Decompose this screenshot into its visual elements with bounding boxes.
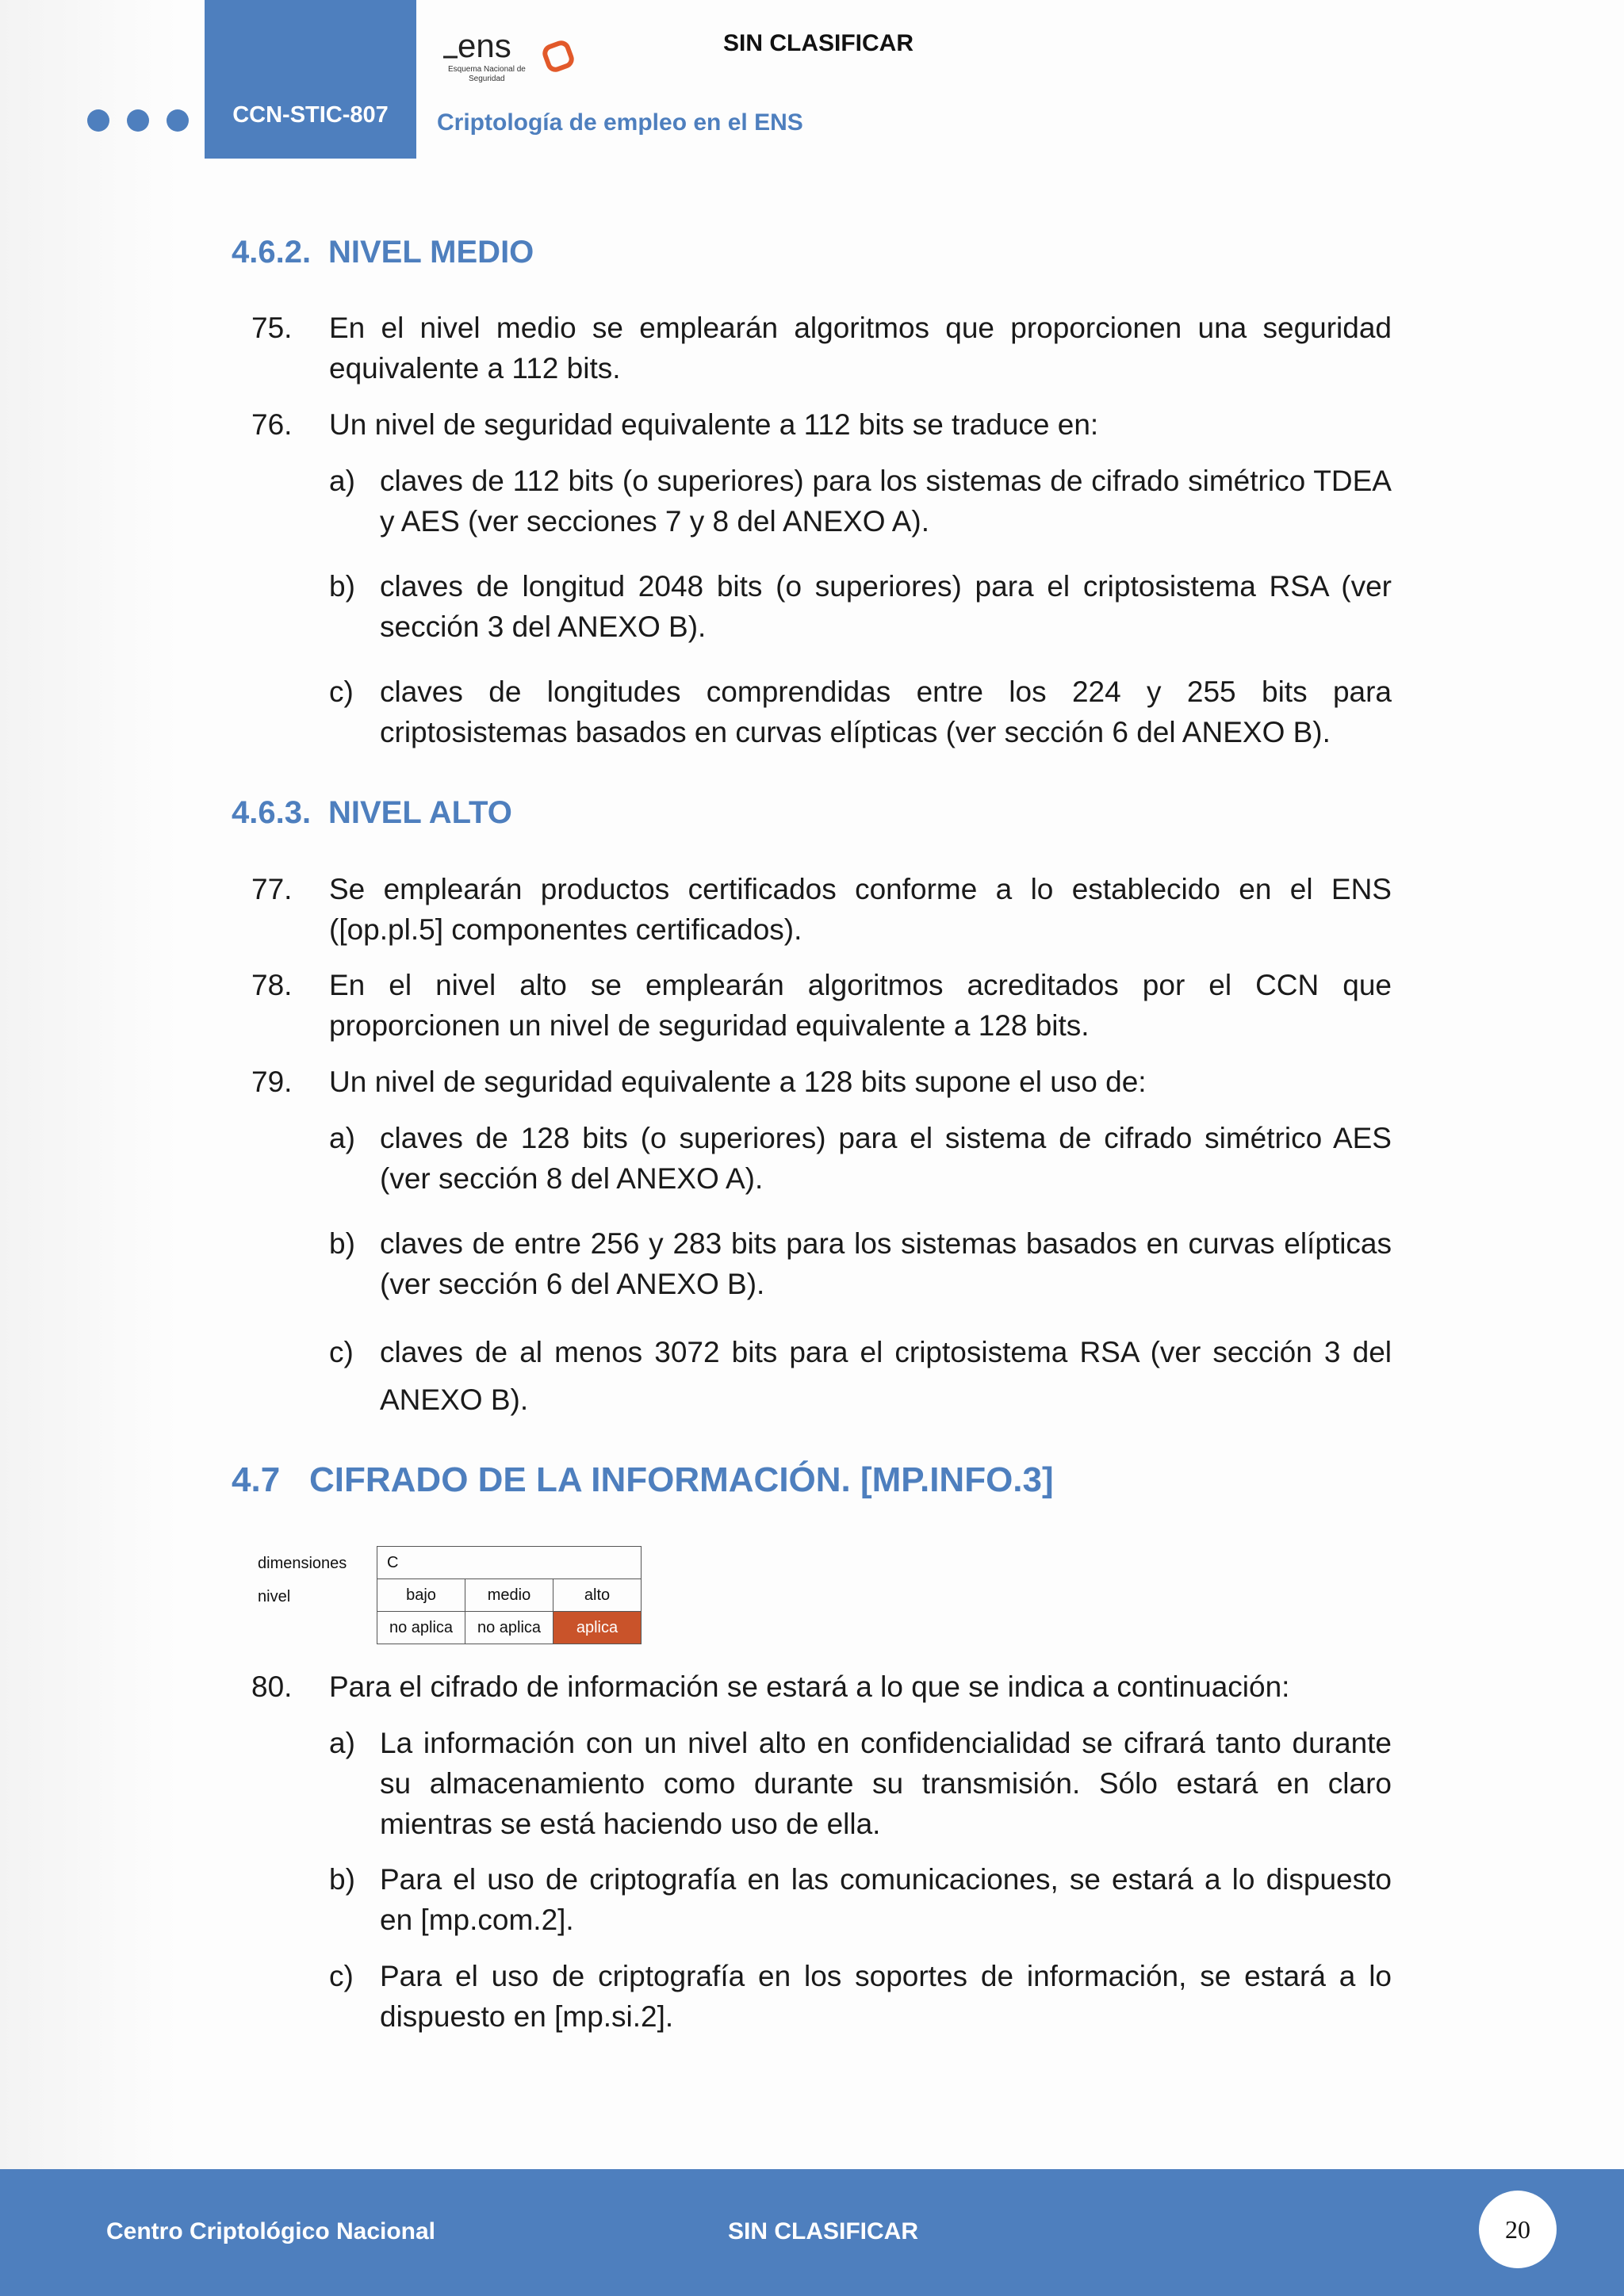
list-item-label: b) bbox=[329, 1863, 355, 1896]
list-item bbox=[329, 1723, 1392, 1844]
doc-code-box bbox=[205, 0, 416, 159]
page-footer bbox=[0, 2169, 1624, 2296]
paragraph-number: 80. bbox=[251, 1670, 293, 1703]
paragraph-79 bbox=[251, 1062, 1392, 1102]
header-classification: SIN CLASIFICAR bbox=[723, 30, 914, 56]
svg-text:Esquema Nacional de: Esquema Nacional de bbox=[448, 65, 526, 74]
list-item-text: claves de longitudes comprendidas entre los 224 y 255 bits para criptosistemas basados en curvas elípticas (ver sección 6 del ANEXO B). bbox=[380, 675, 1392, 748]
list-item bbox=[329, 672, 1392, 752]
ens-logo-icon bbox=[440, 29, 583, 92]
level-label: nivel bbox=[258, 1588, 291, 1605]
section-number: 4.6.3. bbox=[232, 795, 312, 830]
level-value-bajo: no aplica bbox=[377, 1612, 465, 1644]
paragraph-80 bbox=[251, 1667, 1392, 1707]
paragraph-text: Un nivel de seguridad equivalente a 112 bits se traduce en: bbox=[329, 408, 1099, 441]
level-value-alto: aplica bbox=[553, 1612, 642, 1644]
paragraph-text: Un nivel de seguridad equivalente a 128 bits supone el uso de: bbox=[329, 1066, 1147, 1098]
paragraph-number: 78. bbox=[251, 969, 293, 1001]
list-item-label: b) bbox=[329, 570, 355, 603]
list-item bbox=[329, 1956, 1392, 2037]
paragraph-76 bbox=[251, 404, 1392, 445]
list-item-text: Para el uso de criptografía en las comunicaciones, se estará a lo dispuesto en [mp.com.2]. bbox=[380, 1863, 1392, 1936]
section-heading-4-6-2 bbox=[232, 235, 534, 270]
list-item-label: c) bbox=[329, 1960, 354, 1992]
level-medio: medio bbox=[465, 1579, 553, 1612]
header-doc-title: Criptología de empleo en el ENS bbox=[437, 109, 803, 136]
paragraph-75 bbox=[251, 308, 1392, 388]
list-item-label: b) bbox=[329, 1227, 355, 1260]
header-dots bbox=[87, 109, 189, 132]
level-value-medio: no aplica bbox=[465, 1612, 553, 1644]
list-item-label: c) bbox=[329, 675, 354, 708]
list-item-text: claves de 128 bits (o superiores) para el sistema de cifrado simétrico AES (ver sección 8 del ANEXO A). bbox=[380, 1122, 1392, 1195]
paragraph-text: En el nivel medio se emplearán algoritmos que proporcionen una seguridad equivalente a 112 bits. bbox=[329, 312, 1392, 385]
paragraph-number: 76. bbox=[251, 408, 293, 441]
list-item-text: claves de 112 bits (o superiores) para los sistemas de cifrado simétrico TDEA y AES (ver secciones 7 y 8 del ANEXO A). bbox=[380, 465, 1392, 538]
paragraph-77 bbox=[251, 869, 1392, 950]
list-item-text: claves de entre 256 y 283 bits para los sistemas basados en curvas elípticas (ver sección 6 del ANEXO B). bbox=[380, 1227, 1392, 1300]
list-item bbox=[329, 1329, 1392, 1424]
left-margin-shade bbox=[0, 0, 178, 2169]
paragraph-number: 79. bbox=[251, 1066, 293, 1098]
footer-classification: SIN CLASIFICAR bbox=[728, 2218, 918, 2244]
header-dot bbox=[87, 109, 109, 132]
list-item-label: a) bbox=[329, 1727, 355, 1759]
section-number: 4.7 bbox=[232, 1460, 281, 1499]
level-bajo: bajo bbox=[377, 1579, 465, 1612]
list-item bbox=[329, 566, 1392, 647]
list-item-label: c) bbox=[329, 1336, 354, 1368]
list-item-text: Para el uso de criptografía en los soportes de información, se estará a lo dispuesto en [mp.si.2]. bbox=[380, 1960, 1392, 2033]
list-item bbox=[329, 1859, 1392, 1940]
section-number: 4.6.2. bbox=[232, 235, 312, 270]
level-alto: alto bbox=[553, 1579, 642, 1612]
list-item bbox=[329, 1118, 1392, 1199]
section-heading-4-7 bbox=[232, 1460, 1054, 1500]
dimensions-value: C bbox=[377, 1547, 642, 1579]
section-heading-4-6-3 bbox=[232, 795, 512, 831]
levels-table bbox=[377, 1546, 642, 1644]
section-title: NIVEL MEDIO bbox=[328, 235, 534, 270]
section-title: CIFRADO DE LA INFORMACIÓN. [MP.INFO.3] bbox=[309, 1460, 1054, 1499]
paragraph-number: 77. bbox=[251, 873, 293, 905]
paragraph-78 bbox=[251, 965, 1392, 1046]
list-item bbox=[329, 461, 1392, 541]
header-dot bbox=[167, 109, 189, 132]
paragraph-text: Se emplearán productos certificados conforme a lo establecido en el ENS ([op.pl.5] componentes certificados). bbox=[329, 873, 1392, 946]
svg-text:ens: ens bbox=[458, 29, 511, 64]
paragraph-text: Para el cifrado de información se estará a lo que se indica a continuación: bbox=[329, 1670, 1290, 1703]
list-item-label: a) bbox=[329, 1122, 355, 1154]
list-item-text: claves de longitud 2048 bits (o superiores) para el criptosistema RSA (ver sección 3 del ANEXO B). bbox=[380, 570, 1392, 643]
paragraph-text: En el nivel alto se emplearán algoritmos acreditados por el CCN que proporcionen un nivel de seguridad equivalente a 128 bits. bbox=[329, 969, 1392, 1042]
paragraph-number: 75. bbox=[251, 312, 293, 344]
dimensions-label: dimensiones bbox=[258, 1555, 347, 1572]
doc-code: CCN-STIC-807 bbox=[232, 102, 389, 128]
list-item-text: La información con un nivel alto en confidencialidad se cifrará tanto durante su almacenamiento como durante su transmisión. Sólo estará en claro mientras se está haciendo uso de ella. bbox=[380, 1727, 1392, 1840]
header-dot bbox=[127, 109, 149, 132]
footer-org: Centro Criptológico Nacional bbox=[106, 2218, 436, 2244]
list-item bbox=[329, 1223, 1392, 1304]
svg-text:Seguridad: Seguridad bbox=[469, 75, 505, 83]
list-item-text: claves de al menos 3072 bits para el criptosistema RSA (ver sección 3 del ANEXO B). bbox=[380, 1336, 1392, 1416]
section-title: NIVEL ALTO bbox=[328, 795, 512, 830]
page-number: 20 bbox=[1479, 2191, 1557, 2268]
list-item-label: a) bbox=[329, 465, 355, 497]
